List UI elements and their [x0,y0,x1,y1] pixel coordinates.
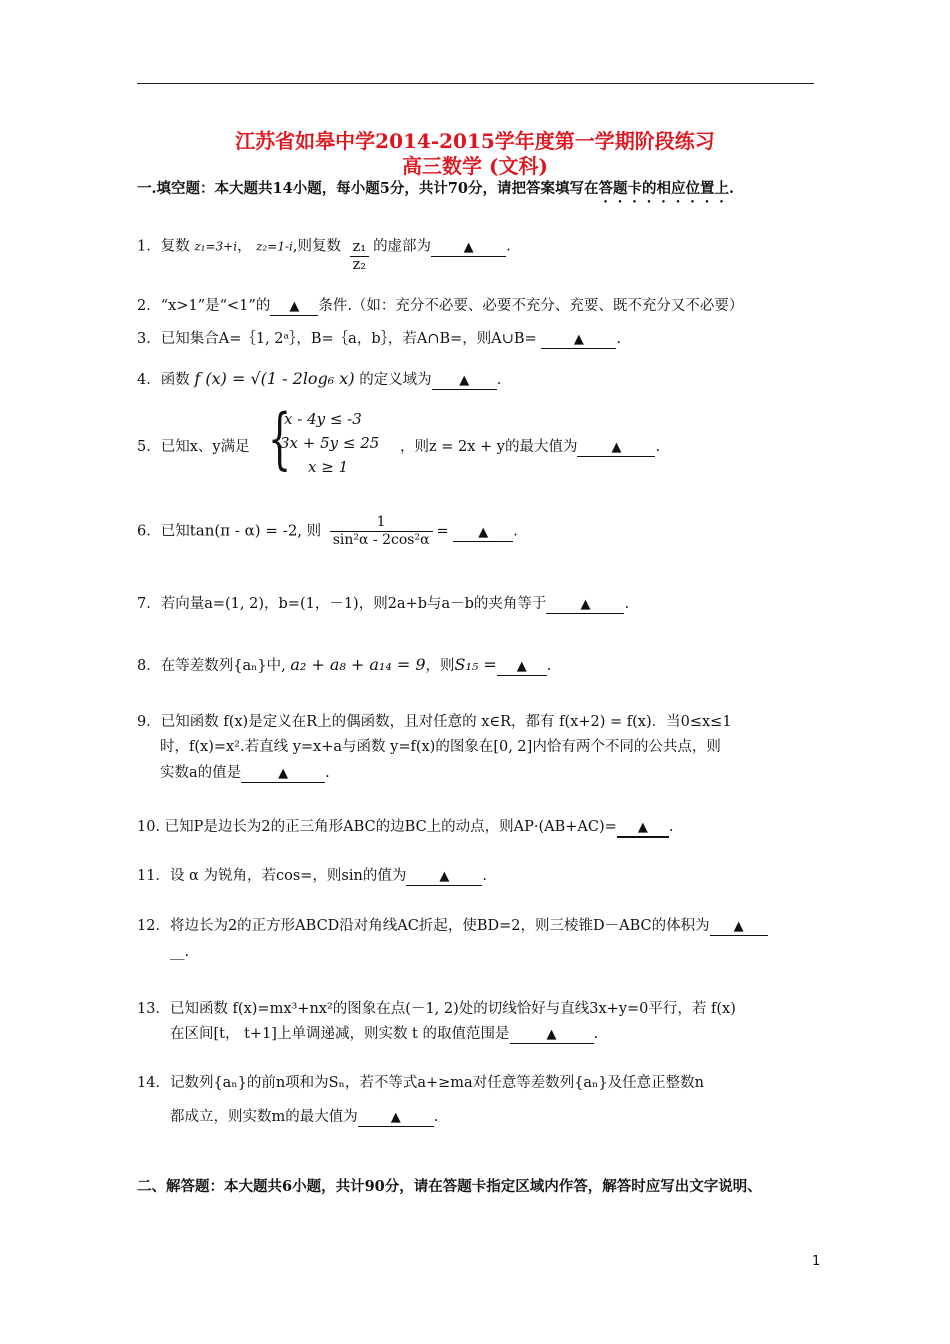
question-text: 已知P是边长为2的正三角形ABC的边BC上的动点，则AP·(AB+AC)= [164,819,617,835]
question-13-line-2: 在区间[t， t+1]上单调递减，则实数 t 的取值范围是 ▲ . [170,1026,599,1042]
section-1-heading [137,177,734,206]
question-14-line-1 [137,1073,704,1093]
page-number: 1 [812,1254,821,1269]
question-text: 都成立，则实数m的最大值为 [170,1109,358,1125]
question-6: 6．已知tan(π - α) = -2, 则 $\frac{1}{\text{sin²α - 2cos²α}}$ = ▲ . [137,514,518,548]
question-number: 1． [137,238,161,255]
triangle-icon: ▲ [546,1027,557,1042]
question-text: 已知函数 f(x)是定义在R上的偶函数，且对任意的 x∈R，都有 f(x+2) = f(x)．当0≤x≤1 [160,714,732,730]
s15-expression: S₁₅ = [454,655,497,674]
question-text: 条件.（如：充分不必要、必要不充分、充要、既不充分又不必要） [318,298,744,314]
question-text: 若向量a=(1, 2)，b=(1，－1)，则2a+b与a－b的夹角等于 [160,596,547,612]
section-2-heading: 二、解答题：本大题共6小题，共计90分，请在答题卡指定区域内作答，解答时应写出文字说明、 [137,1178,762,1195]
question-4: 4．函数 f (x) = √(1 - 2log₆ x) 的定义域为 ▲ . [137,369,502,388]
triangle-icon: ▲ [390,1110,401,1125]
inequality-1: x - 4y ≤ -3 [284,410,362,428]
question-text: 在区间[t， t+1]上单调递减，则实数 t 的取值范围是 [170,1026,510,1042]
triangle-icon: ▲ [573,332,584,347]
section-1-prefix: 一.填空题：本大题共14小题，每小题5分，共计70分，请把答案填写在 [137,180,599,197]
answer-blank [431,239,506,257]
z2-expression: z₂=1-i [256,239,293,254]
question-text: 的定义域为 [359,372,432,388]
triangle-icon: ▲ [611,440,622,455]
question-2 [137,296,743,316]
question-text: 实数a的值是 [160,765,242,781]
question-number: 6． [137,523,161,540]
fraction-denominator: sin²α - 2cos²α [332,532,430,548]
triangle-icon: ▲ [278,766,289,781]
answer-blank [241,765,325,783]
answer-blank [546,596,624,614]
z1-expression: z₁=3+i [194,239,238,254]
answer-blank [510,1026,594,1044]
question-11: 11．设 α 为锐角，若cos=，则sin的值为 ▲ . [137,868,487,884]
answer-blank [617,819,669,838]
question-text: 已知 [160,523,190,540]
question-5-tail: ，则z = 2x + y的最大值为 ▲ . [400,439,661,455]
question-text: 已知x、y满足 [160,439,250,455]
question-text: 的虚部为 [373,238,432,255]
fraction-numerator: 1 [330,514,433,532]
question-text: ， [237,238,252,255]
question-number: 3． [137,331,161,347]
question-text: 函数 [160,372,190,388]
header-rule [137,83,814,84]
question-number: 11． [137,868,170,884]
answer-blank [406,868,482,886]
answer-blank [541,331,616,349]
question-number: 14． [137,1075,170,1091]
triangle-icon: ▲ [439,869,450,884]
answer-blank [497,658,547,676]
answer-blank [432,372,497,390]
answer-blank [453,524,513,542]
answer-blank [577,439,655,457]
question-text: ，则z = 2x + y的最大值为 [400,439,578,455]
question-14-line-2: 都成立，则实数m的最大值为 ▲ . [170,1109,439,1125]
question-text: 已知集合A=｛1, 2ᵃ｝，B=｛a，b｝，若A∩B=，则A∪B= [160,331,537,347]
question-number: 4． [137,372,161,388]
section-1-suffix: . [729,180,735,197]
question-text: 已知函数 f(x)=mx³+nx²的图象在点(－1, 2)处的切线恰好与直线3x+y=0平行，若 f(x) [169,1001,736,1017]
question-9-line-2: 时，f(x)=x².若直线 y=x+a与函数 y=f(x)的图象在[0, 2]内恰有两个不同的公共点，则 [160,739,721,755]
tan-expression: tan(π - α) = -2 [189,521,298,540]
question-number: 9． [137,714,161,730]
triangle-icon: ▲ [478,524,489,540]
document-title: 江苏省如皋中学2014-2015学年度第一学期阶段练习 [235,129,715,153]
question-1: 1．复数 z₁=3+i， z₂=1-i,则复数 $\frac{\text{z₁}}{\text{z₂}}$ 的虚部为 ▲ . [137,238,511,273]
question-number: 7． [137,596,161,612]
inequality-2: 3x + 5y ≤ 25 [280,434,380,452]
question-text: ,则复数 [292,238,341,255]
document-subtitle: 高三数学 (文科) [402,154,548,178]
question-number: 8． [137,658,161,674]
question-number: 2． [137,298,161,314]
trig-fraction [330,514,433,549]
question-text: 将边长为2的正方形ABCD沿对角线AC折起，使BD=2，则三棱锥D－ABC的体积为 [169,918,710,934]
fraction-numerator: z₁ [350,239,369,257]
question-text: “x>1”是“<1”的 [160,298,271,314]
question-13-line-1 [137,999,736,1019]
question-10: 10. 已知P是边长为2的正三角形ABC的边BC上的动点，则AP·(AB+AC)= ▲ . [137,817,673,838]
question-text: ，则 [425,658,455,674]
answer-blank [710,918,768,936]
question-12-line-1 [137,916,768,936]
fraction-z1-over-z2 [350,239,369,274]
triangle-icon: ▲ [289,299,300,314]
function-expression: f (x) = √(1 - 2log₆ x) [194,369,355,388]
question-text: 在等差数列{aₙ}中, [160,658,286,674]
sum-expression: a₂ + a₈ + a₁₄ = 9 [290,655,426,674]
question-5 [137,437,250,457]
fraction-denominator: z₂ [352,257,367,273]
question-text: 设 α 为锐角，若cos=，则sin的值为 [169,868,407,884]
question-number: 12． [137,918,170,934]
question-text: 复数 [160,238,190,255]
answer-blank [358,1109,434,1127]
answer-blank [270,298,318,316]
question-9-line-3: 实数a的值是 ▲ . [160,765,330,781]
section-1-emphasis: 答题卡的相应位置上 [598,180,729,197]
left-brace: { [268,400,292,477]
question-number: 5． [137,439,161,455]
triangle-icon: ▲ [463,239,474,255]
question-8: 8．在等差数列{aₙ}中, a₂ + a₈ + a₁₄ = 9，则S₁₅ = ▲ . [137,655,552,674]
triangle-icon: ▲ [516,659,527,674]
question-9-line-1 [137,712,732,732]
question-12-line-2: __. [170,944,190,960]
question-3: 3．已知集合A=｛1, 2ᵃ｝，B=｛a，b｝，若A∩B=，则A∪B= ▲ . [137,331,621,347]
question-text: 记数列{aₙ}的前n项和为Sₙ，若不等式a+≥ma对任意等差数列{aₙ}及任意正整数n [169,1075,704,1091]
equals-sign: = [436,523,449,540]
triangle-icon: ▲ [580,597,591,612]
triangle-icon: ▲ [733,919,744,934]
inequality-3: x ≥ 1 [308,458,349,476]
question-number: 10. [137,819,161,835]
triangle-icon: ▲ [637,820,648,835]
question-text: , 则 [297,523,322,540]
question-7: 7．若向量a=(1, 2)，b=(1，－1)，则2a+b与a－b的夹角等于 ▲ . [137,596,630,612]
question-number: 13． [137,1001,170,1017]
triangle-icon: ▲ [459,373,470,388]
